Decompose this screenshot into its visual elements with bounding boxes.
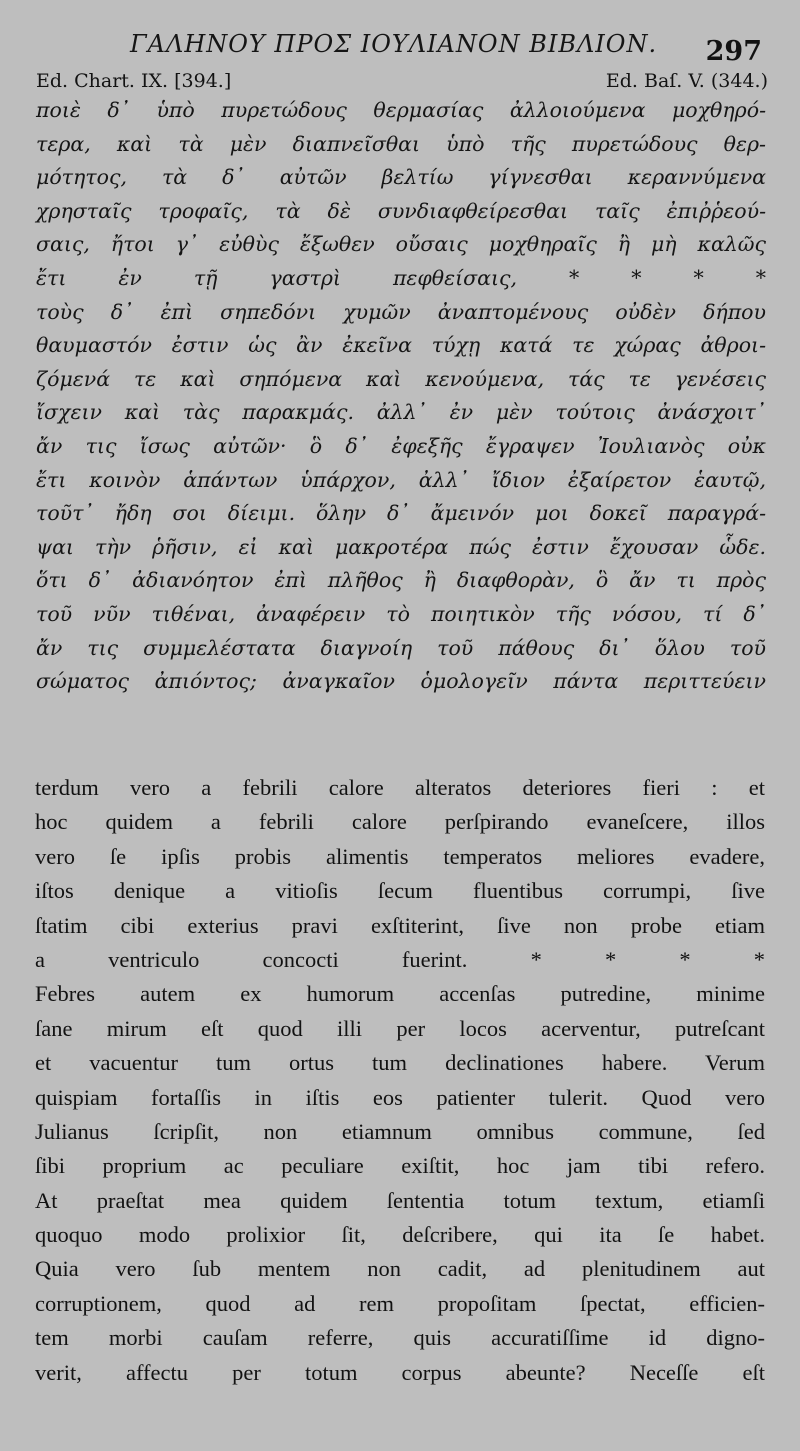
- greek-line: ζόμενά τε καὶ σηπόμενα καὶ κενούμενα, τάς τε γενέσεις: [36, 366, 766, 391]
- greek-line: σαις, ἤτοι γ᾽ εὐθὺς ἔξωθεν οὔσαις μοχθηραῖς ἢ μὴ καλῶς: [36, 232, 766, 257]
- latin-line: At praeſtat mea quidem ſententia totum textum, etiamſi: [35, 1187, 765, 1213]
- greek-text-block: [36, 94, 766, 699]
- greek-line: ἔτι ἐν τῇ γαστρὶ πεφθείσαις, * * * *: [36, 265, 766, 290]
- latin-line: vero ſe ipſis probis alimentis temperatos meliores evadere,: [35, 843, 765, 869]
- latin-line: quoquo modo prolixior ſit, deſcribere, qui ita ſe habet.: [35, 1222, 765, 1248]
- latin-line: Quia vero ſub mentem non cadit, ad plenitudinem aut: [35, 1256, 765, 1282]
- latin-line: iſtos denique a vitioſis ſecum fluentibus corrumpi, ſive: [35, 878, 765, 904]
- greek-line: ψαι τὴν ῥῆσιν, εἰ καὶ μακροτέρα πώς ἐστιν ἔχουσαν ὧδε.: [36, 534, 766, 559]
- latin-line: corruptionem, quod ad rem propoſitam ſpectat, efficien-: [35, 1290, 765, 1316]
- greek-line: ὅτι δ᾽ ἀδιανόητον ἐπὶ πλῆθος ἢ διαφθορὰν, ὃ ἄν τι πρὸς: [36, 568, 766, 593]
- greek-line: μότητος, τὰ δ᾽ αὐτῶν βελτίω γίγνεσθαι κεραννύμενα: [36, 165, 766, 190]
- latin-text-block: [35, 771, 765, 1390]
- page-number: 297: [705, 36, 762, 67]
- latin-line: Julianus ſcripſit, non etiamnum omnibus commune, ſed: [35, 1118, 765, 1144]
- latin-line: hoc quidem a febrili calore perſpirando evaneſcere, illos: [35, 809, 765, 835]
- latin-line: ſibi proprium ac peculiare exiſtit, hoc jam tibi refero.: [35, 1153, 765, 1179]
- greek-line: τοὺς δ᾽ ἐπὶ σηπεδόνι χυμῶν ἀναπτομένους οὐδὲν δήπου: [36, 299, 766, 324]
- latin-line: quispiam fortaſſis in iſtis eos patienter tulerit. Quod vero: [35, 1084, 765, 1110]
- greek-line: ἄν τις συμμελέστατα διαγνοίη τοῦ πάθους δι᾽ ὅλου τοῦ: [36, 635, 766, 660]
- greek-line: θαυμαστόν ἐστιν ὡς ἂν ἐκεῖνα τύχῃ κατά τε χώρας ἀθροι-: [36, 333, 766, 358]
- edition-reference-basel: Ed. Baſ. V. (344.): [605, 70, 768, 92]
- latin-line: ſtatim cibi exterius pravi exſtiterint, ſive non probe etiam: [35, 912, 765, 938]
- greek-line: ἄν τις ἴσως αὐτῶν· ὃ δ᾽ ἐφεξῆς ἔγραψεν Ἰουλιανὸς οὐκ: [36, 433, 766, 458]
- latin-line: verit, affectu per totum corpus abeunte? Neceſſe eſt: [35, 1359, 765, 1385]
- greek-line: ποιὲ δ᾽ ὑπὸ πυρετώδους θερμασίας ἀλλοιούμενα μοχθηρό-: [36, 98, 766, 122]
- greek-line: σώματος ἀπιόντος; ἀναγκαῖον ὁμολογεῖν πάντα περιττεύειν: [36, 669, 766, 694]
- running-head: ΓΑΛΗΝΟΥ ΠΡΟΣ ΙΟΥΛΙΑΝΟΝ ΒΙΒΛΙΟΝ.: [130, 30, 658, 58]
- latin-line: a ventriculo concocti fuerint. * * * *: [35, 946, 765, 972]
- latin-line: terdum vero a febrili calore alteratos deteriores fieri : et: [35, 775, 765, 800]
- latin-line: tem morbi cauſam referre, quis accuratiſſime id digno-: [35, 1325, 765, 1351]
- greek-line: τοῦτ᾽ ἤδη σοι δίειμι. ὅλην δ᾽ ἄμεινόν μοι δοκεῖ παραγρά-: [36, 501, 766, 526]
- greek-line: ἴσχειν καὶ τὰς παρακμάς. ἀλλ᾽ ἐν μὲν τούτοις ἀνάσχοιτ᾽: [36, 400, 766, 425]
- edition-reference-chartier: Ed. Chart. IX. [394.]: [36, 70, 232, 92]
- greek-line: τερα, καὶ τὰ μὲν διαπνεῖσθαι ὑπὸ τῆς πυρετώδους θερ-: [36, 131, 766, 156]
- greek-line: ἔτι κοινὸν ἁπάντων ὑπάρχον, ἀλλ᾽ ἴδιον ἐξαίρετον ἑαυτῷ,: [36, 467, 766, 492]
- greek-line: τοῦ νῦν τιθέναι, ἀναφέρειν τὸ ποιητικὸν τῆς νόσου, τί δ᾽: [36, 601, 766, 626]
- greek-line: χρησταῖς τροφαῖς, τὰ δὲ συνδιαφθείρεσθαι ταῖς ἐπιῤῥεού-: [36, 198, 766, 223]
- latin-line: ſane mirum eſt quod illi per locos acerventur, putreſcant: [35, 1015, 765, 1041]
- latin-line: et vacuentur tum ortus tum declinationes habere. Verum: [35, 1050, 765, 1076]
- latin-line: Febres autem ex humorum accenſas putredine, minime: [35, 981, 765, 1007]
